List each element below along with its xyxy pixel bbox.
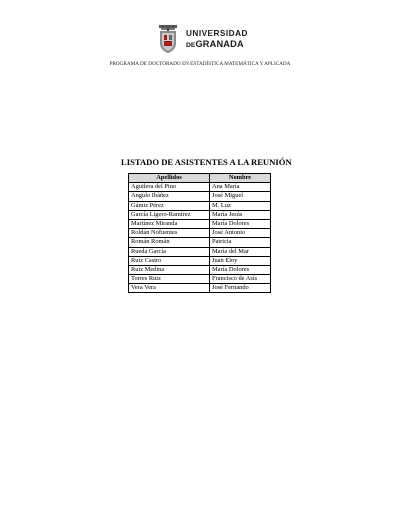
attendees-list-title: LISTADO DE ASISTENTES A LA REUNIÓN — [121, 157, 292, 167]
cell-nombre: José Miguel — [210, 192, 271, 201]
cell-nombre: María Dolores — [210, 219, 271, 228]
table-row — [129, 210, 271, 219]
logo-de-word: DE — [186, 42, 196, 49]
cell-apellidos: Aguilera del Pino — [129, 183, 210, 192]
cell-apellidos: Román Román — [129, 238, 210, 247]
cell-apellidos: García Ligero-Ramírez — [129, 210, 210, 219]
attendees-table — [128, 173, 271, 293]
table-row — [129, 229, 271, 238]
cell-apellidos: Torres Ruiz — [129, 275, 210, 284]
table-header-row — [129, 174, 271, 183]
cell-nombre: José Fernando — [210, 284, 271, 293]
cell-nombre: Juan Eloy — [210, 256, 271, 265]
table-row — [129, 219, 271, 228]
cell-nombre: María del Mar — [210, 247, 271, 256]
table-row — [129, 247, 271, 256]
cell-nombre: Ana María — [210, 183, 271, 192]
cell-nombre: Francisco de Asís — [210, 275, 271, 284]
cell-apellidos: Vera Vera — [129, 284, 210, 293]
cell-nombre: María Dolores — [210, 265, 271, 274]
table-row — [129, 256, 271, 265]
table-row — [129, 284, 271, 293]
column-header-apellidos: Apellidos — [129, 174, 210, 183]
cell-nombre: José Antonio — [210, 229, 271, 238]
cell-apellidos: Angulo Ibáñez — [129, 192, 210, 201]
cell-apellidos: Ruiz Medina — [129, 265, 210, 274]
cell-apellidos: Martínez Miranda — [129, 219, 210, 228]
cell-apellidos: Ruiz Castro — [129, 256, 210, 265]
program-title: PROGRAMA DE DOCTORADO EN ESTADÍSTICA MATEMÁTICA Y APLICADA — [109, 61, 291, 67]
cell-apellidos: Roldán Nofuentes — [129, 229, 210, 238]
university-logo-text — [186, 29, 248, 51]
cell-apellidos: Gámiz Pérez — [129, 201, 210, 210]
column-header-nombre: Nombre — [210, 174, 271, 183]
logo-granada-line — [186, 39, 248, 51]
cell-nombre: María Jesús — [210, 210, 271, 219]
table-row — [129, 201, 271, 210]
cell-nombre: M. Luz — [210, 201, 271, 210]
cell-apellidos: Rueda García — [129, 247, 210, 256]
logo-granada-word: GRANADA — [195, 39, 244, 49]
table-row — [129, 183, 271, 192]
logo-university-word: UNIVERSIDAD — [186, 29, 248, 38]
table-row — [129, 275, 271, 284]
table-row — [129, 192, 271, 201]
university-header — [0, 24, 400, 58]
university-seal-icon — [157, 24, 179, 54]
table-row — [129, 265, 271, 274]
table-row — [129, 238, 271, 247]
cell-nombre: Patricia — [210, 238, 271, 247]
